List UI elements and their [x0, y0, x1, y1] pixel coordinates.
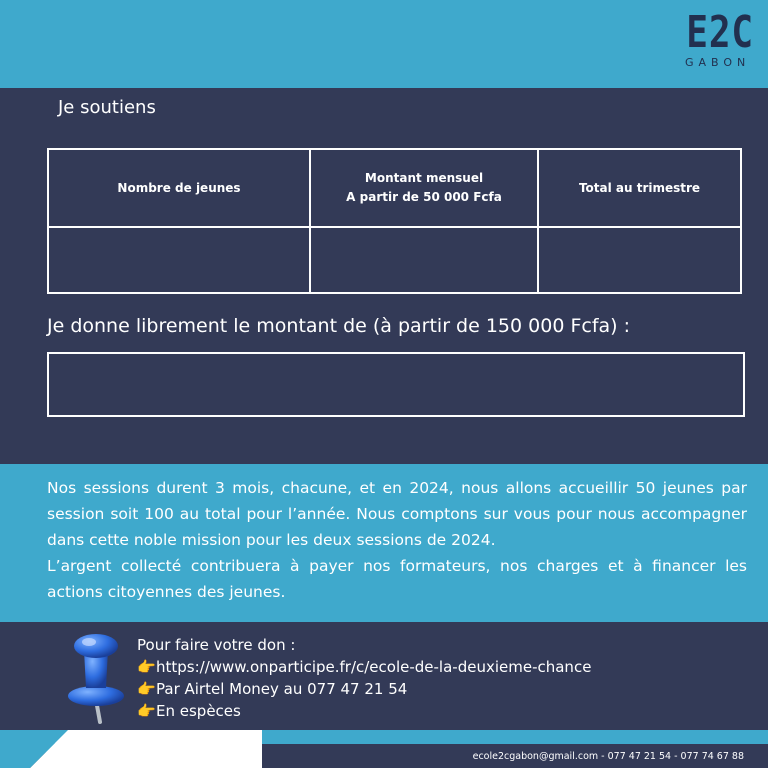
pushpin-icon [62, 630, 130, 725]
info-paragraph-1: Nos sessions durent 3 mois, chacune, et en 2024, nous allons accueillir 50 jeunes par session soit 100 au total pour l’année. Nous comptons sur vous pour nous accompagner dans cette noble mission pour les deux sessions de 2024. [47, 479, 747, 549]
pointing-hand-icon: 👉 [137, 680, 156, 698]
list-item [137, 656, 591, 678]
donation-link[interactable]: https://www.onparticipe.fr/c/ecole-de-la-deuxieme-chance [156, 658, 592, 676]
footer-contact: ecole2cgabon@gmail.com - 077 47 21 54 - 077 74 67 88 [472, 751, 744, 762]
logo-sub: GABON [685, 56, 751, 69]
cell-montant-mensuel[interactable] [310, 227, 538, 293]
list-item: 👉Par Airtel Money au 077 47 21 54 [137, 680, 408, 698]
logo-main: E2C [686, 7, 754, 58]
donation-title: Pour faire votre don : [137, 636, 296, 654]
list-item: 👉En espèces [137, 702, 241, 720]
cell-nombre-jeunes[interactable] [48, 227, 310, 293]
table-header-row [48, 149, 741, 227]
top-band [0, 0, 768, 88]
pointing-hand-icon: 👉 [137, 658, 156, 676]
info-paragraph-2: L’argent collecté contribuera à payer nos formateurs, nos charges et à financer les actions citoyennes des jeunes. [47, 557, 747, 601]
footer-decoration [0, 730, 768, 768]
col-nombre-jeunes: Nombre de jeunes [48, 149, 310, 227]
col-total-trimestre: Total au trimestre [538, 149, 741, 227]
free-amount-label: Je donne librement le montant de (à partir de 150 000 Fcfa) : [47, 315, 631, 337]
pointing-hand-icon: 👉 [137, 702, 156, 720]
cell-total-trimestre[interactable] [538, 227, 741, 293]
info-text [47, 475, 747, 605]
table-row [48, 227, 741, 293]
free-amount-field[interactable] [47, 352, 745, 417]
support-table [47, 148, 742, 294]
support-title: Je soutiens [58, 97, 156, 118]
col-montant-mensuel: Montant mensuel A partir de 50 000 Fcfa [310, 149, 538, 227]
donation-list [137, 634, 591, 722]
e2c-logo [680, 7, 754, 69]
